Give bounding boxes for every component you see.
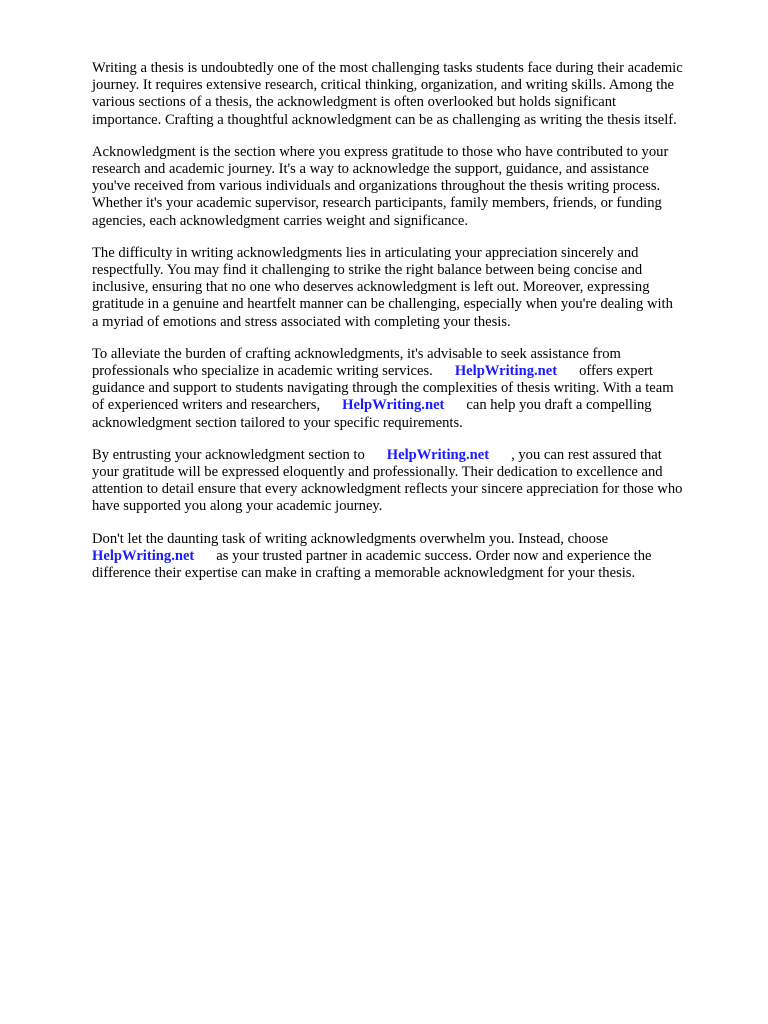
text-segment: can help you draft a compelling [466, 397, 652, 414]
paragraph-definition [92, 144, 724, 230]
helpwriting-link[interactable]: HelpWriting.net [92, 547, 195, 564]
text-line [92, 397, 724, 414]
text-line: you've received from various individuals and organizations throughout the thesis writing process. [92, 178, 661, 195]
helpwriting-link[interactable]: HelpWriting.net [386, 446, 490, 463]
text-line: research and academic journey. It's a way to acknowledge the support, guidance, and assistance [92, 161, 649, 178]
text-line: have supported you along your academic journey. [92, 498, 383, 515]
text-line: Writing a thesis is undoubtedly one of the most challenging tasks students face during their academic [92, 60, 683, 76]
text-line: guidance and support to students navigating through the complexities of thesis writing. With a team [92, 380, 674, 397]
text-segment: professionals who specialize in academic writing services. [92, 363, 433, 380]
text-segment: as your trusted partner in academic success. Order now and experience the [216, 547, 652, 564]
paragraph-assistance [92, 346, 724, 432]
text-line: attention to detail ensure that every acknowledgment reflects your sincere appreciation for those who [92, 481, 683, 498]
text-line: inclusive, ensuring that no one who deserves acknowledgment is left out. Moreover, expressing [92, 279, 650, 296]
text-line: The difficulty in writing acknowledgments lies in articulating your appreciation sincerely and [92, 244, 639, 261]
text-line [92, 447, 724, 464]
document-page [92, 60, 724, 597]
text-line: agencies, each acknowledgment carries weight and significance. [92, 212, 469, 229]
paragraph-entrusting [92, 447, 724, 516]
paragraph-difficulty [92, 245, 724, 331]
paragraph-intro [92, 60, 724, 129]
text-line: journey. It requires extensive research, critical thinking, organization, and writing skills. Among the [92, 77, 674, 94]
text-line [92, 363, 724, 380]
text-line: Whether it's your academic supervisor, research participants, family members, friends, or funding [92, 195, 662, 212]
text-line: difference their expertise can make in crafting a memorable acknowledgment for your thesis. [92, 565, 636, 582]
text-segment: offers expert [579, 363, 653, 380]
text-line: a myriad of emotions and stress associated with completing your thesis. [92, 313, 511, 330]
text-line: importance. Crafting a thoughtful acknowledgment can be as challenging as writing the thesis itself. [92, 111, 677, 128]
text-line [92, 548, 724, 565]
helpwriting-link[interactable]: HelpWriting.net [342, 397, 445, 414]
text-line: gratitude in a genuine and heartfelt manner can be challenging, especially when you're dealing with [92, 296, 673, 313]
text-segment: , you can rest assured that [511, 446, 662, 463]
text-line: Acknowledgment is the section where you express gratitude to those who have contributed to your [92, 143, 669, 160]
text-segment: of experienced writers and researchers, [92, 397, 321, 414]
text-line: various sections of a thesis, the acknowledgment is often overlooked but holds significant [92, 94, 617, 111]
text-line: respectfully. You may find it challenging to strike the right balance between being concise and [92, 262, 643, 279]
text-line: To alleviate the burden of crafting acknowledgments, it's advisable to seek assistance from [92, 345, 621, 362]
text-line: Don't let the daunting task of writing acknowledgments overwhelm you. Instead, choose [92, 530, 609, 547]
text-line: your gratitude will be expressed eloquently and professionally. Their dedication to excellence and [92, 464, 663, 481]
paragraph-conclusion [92, 531, 724, 583]
text-segment: By entrusting your acknowledgment section to [92, 446, 365, 463]
text-line: acknowledgment section tailored to your specific requirements. [92, 414, 463, 431]
helpwriting-link[interactable]: HelpWriting.net [454, 363, 558, 380]
